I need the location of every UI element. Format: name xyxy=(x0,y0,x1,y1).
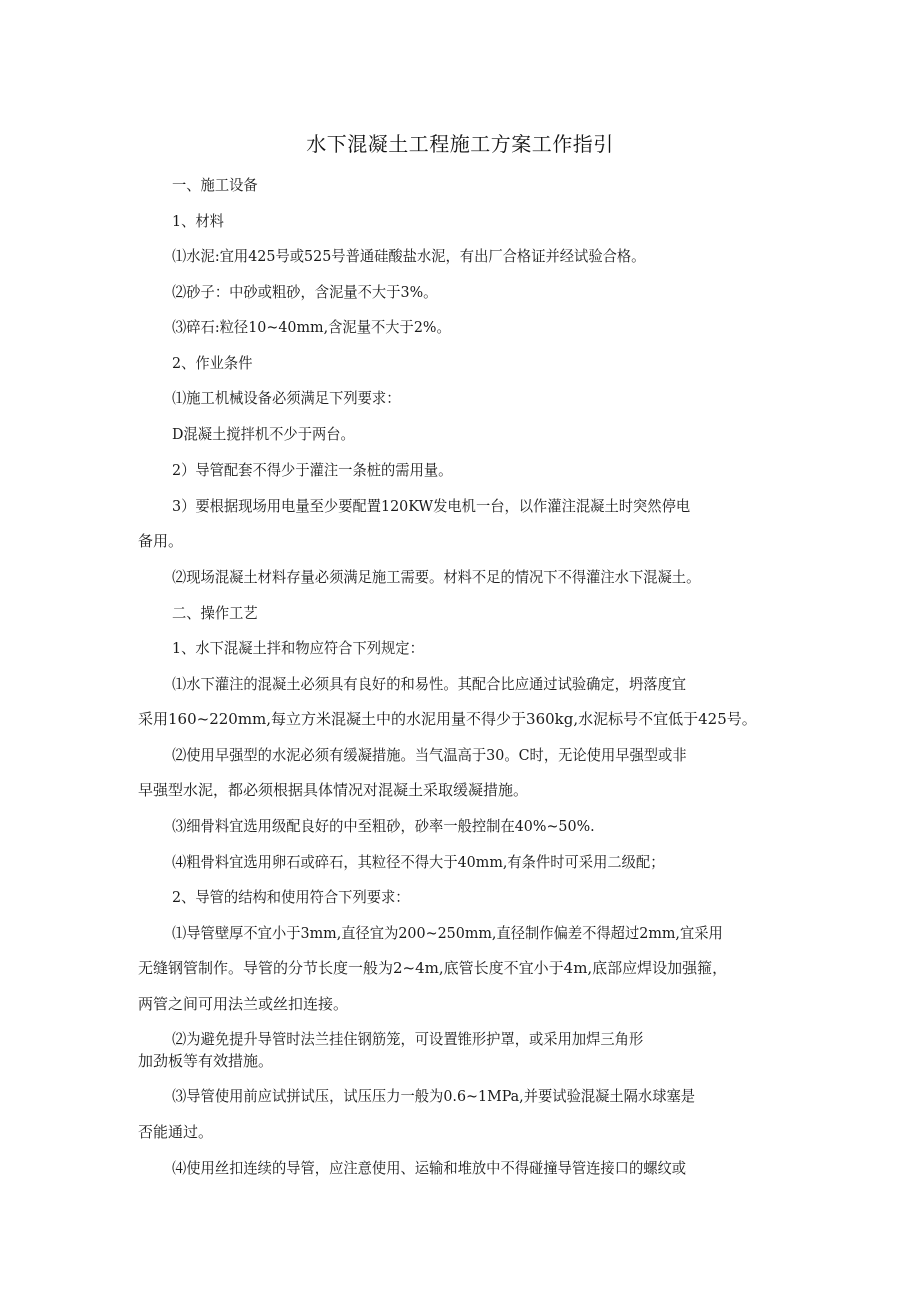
paragraph-line: ⑵为避免提升导管时法兰挂住钢筋笼，可设置锥形护罩，或采用加焊三角形 xyxy=(172,1030,644,1048)
subsection-heading: 2、导管的结构和使用符合下列要求： xyxy=(172,888,410,906)
paragraph-line: ⑴施工机械设备必须满足下列要求： xyxy=(172,389,401,407)
paragraph-line: 采用160~220mm,每立方米混凝土中的水泥用量不得少于360kg,水泥标号不宜低于425号。 xyxy=(138,710,757,728)
section-heading: 二、操作工艺 xyxy=(172,604,258,622)
paragraph-line: 3）要根据现场用电量至少要配置120KW发电机一台，以作灌注混凝土时突然停电 xyxy=(172,497,691,515)
paragraph-line: ⑶细骨料宜选用级配良好的中至粗砂，砂率一般控制在40%~50%. xyxy=(172,817,595,835)
paragraph-line: 否能通过。 xyxy=(138,1123,214,1141)
paragraph-line: ⑵砂子：中砂或粗砂，含泥量不大于3%。 xyxy=(172,283,438,301)
paragraph-line: 备用。 xyxy=(138,532,184,550)
paragraph-line: ⑴水下灌注的混凝土必须具有良好的和易性。其配合比应通过试验确定，坍落度宜 xyxy=(172,675,687,693)
paragraph-line: 早强型水泥，都必须根据具体情况对混凝土采取缓凝措施。 xyxy=(138,781,529,799)
subsection-heading: 2、作业条件 xyxy=(172,354,253,372)
paragraph-line: ⑶碎石:粒径10~40mm,含泥量不大于2%。 xyxy=(172,318,451,336)
document-title: 水下混凝土工程施工方案工作指引 xyxy=(306,132,614,156)
paragraph-line: 无缝钢管制作。导管的分节长度一般为2~4m,底管长度不宜小于4m,底部应焊设加强箍， xyxy=(138,959,728,977)
paragraph-line: 加劲板等有效措施。 xyxy=(138,1052,274,1070)
paragraph-line: ⑷使用丝扣连续的导管，应注意使用、运输和堆放中不得碰撞导管连接口的螺纹或 xyxy=(172,1159,687,1177)
paragraph-line: ⑴导管壁厚不宜小于3mm,直径宜为200~250mm,直径制作偏差不得超过2mm,宜采用 xyxy=(172,924,723,942)
paragraph-line: ⑴水泥:宜用425号或525号普通硅酸盐水泥，有出厂合格证并经试验合格。 xyxy=(172,247,646,265)
paragraph-line: 2）导管配套不得少于灌注一条桩的需用量。 xyxy=(172,461,453,479)
paragraph-line: ⑶导管使用前应试拼试压，试压压力一般为0.6~1MPa,并要试验混凝土隔水球塞是 xyxy=(172,1087,696,1105)
paragraph-line: ⑷粗骨料宜选用卵石或碎石，其粒径不得大于40mm,有条件时可采用二级配； xyxy=(172,853,665,871)
paragraph-line: 两管之间可用法兰或丝扣连接。 xyxy=(138,995,349,1013)
paragraph-line: ⑵现场混凝土材料存量必须满足施工需要。材料不足的情况下不得灌注水下混凝土。 xyxy=(172,568,701,586)
paragraph-line: ⑵使用早强型的水泥必须有缓凝措施。当气温高于30。C时，无论使用早强型或非 xyxy=(172,746,687,764)
subsection-heading: 1、水下混凝土拌和物应符合下列规定： xyxy=(172,639,424,657)
subsection-heading: 1、材料 xyxy=(172,212,224,230)
paragraph-line: D混凝土搅拌机不少于两台。 xyxy=(172,425,355,443)
section-heading: 一、施工设备 xyxy=(172,176,258,194)
